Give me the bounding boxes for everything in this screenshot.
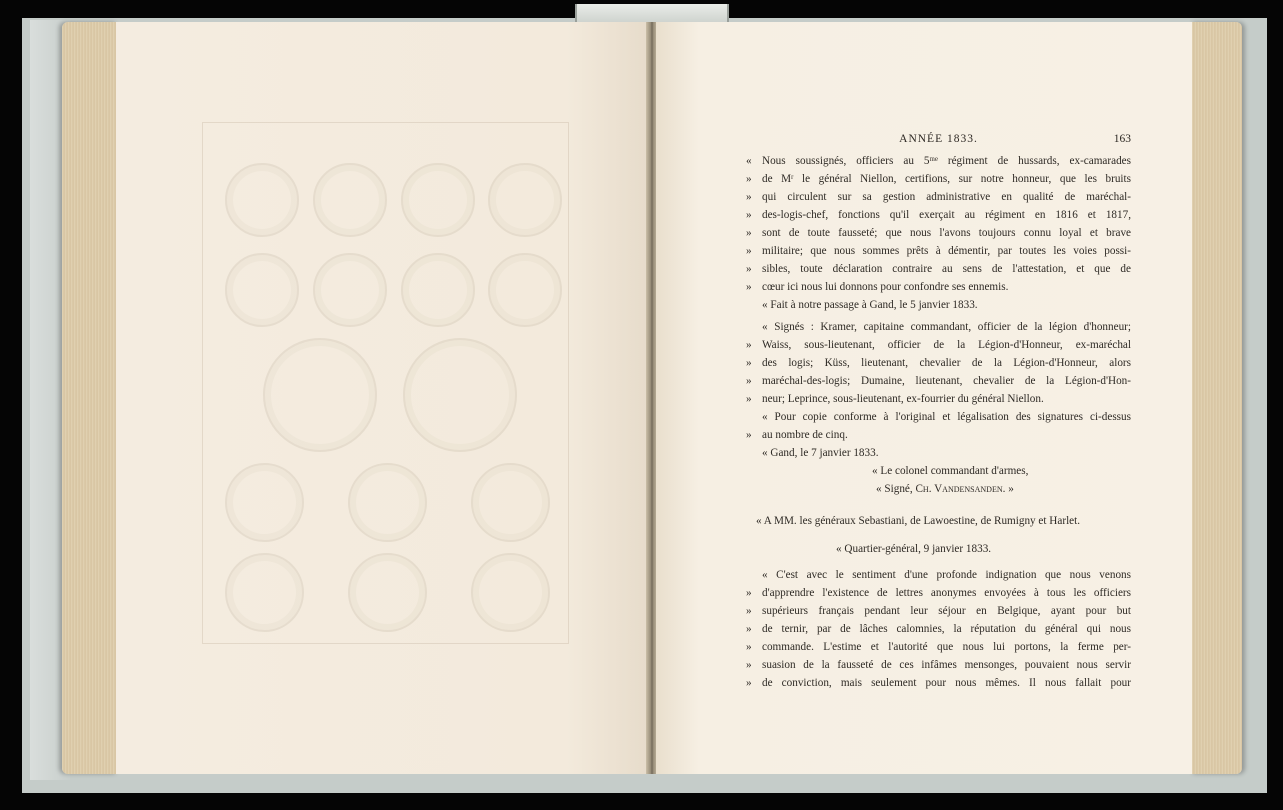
line-text: maréchal-des-logis; Dumaine, lieutenant, chevalier de la Légion-d'Hon- (762, 375, 1131, 387)
coin-mark (488, 253, 562, 327)
quote-mark: » (746, 605, 752, 617)
line-text: de ternir, par de lâches calomnies, la réputation du général qui nous (762, 623, 1131, 635)
line-text: Nous soussignés, officiers au 5ᵐᵉ régiment de hussards, ex-camarades (762, 155, 1131, 167)
quote-mark: » (746, 393, 752, 405)
line-text: suasion de la fausseté de ces infâmes mensonges, pouvaient nous servir (762, 659, 1131, 671)
address-line: « A MM. les généraux Sebastiani, de Lawoestine, de Rumigny et Harlet. (756, 515, 1081, 527)
coin-mark (225, 253, 299, 327)
line-text: « Signés : Kramer, capitaine commandant, officier de la légion d'honneur; (762, 321, 1131, 333)
headquarters-date-line: « Quartier-général, 9 janvier 1833. (836, 543, 992, 555)
signatories-paragraph (746, 318, 1131, 498)
coin-mark (403, 338, 517, 452)
left-page-edges (62, 22, 118, 774)
coin-mark (313, 253, 387, 327)
left-page (116, 22, 646, 774)
line-text: d'apprendre l'existence de lettres anonymes envoyées à tous les officiers (762, 587, 1131, 599)
quote-mark: « (746, 155, 752, 167)
quote-mark: » (746, 623, 752, 635)
line-text: « C'est avec le sentiment d'une profonde indignation que nous venons (762, 569, 1131, 581)
line-text: sont de toute fausseté; que nous l'avons toujours connu loyal et brave (762, 227, 1131, 239)
page-number: 163 (1113, 133, 1131, 145)
running-header (746, 130, 1131, 152)
text-line (746, 206, 1131, 224)
quote-mark: » (746, 659, 752, 671)
text-line (746, 152, 1131, 170)
signature-suffix: » (1005, 483, 1014, 495)
quote-mark: » (746, 677, 752, 689)
text-line (746, 372, 1131, 390)
text-line (746, 638, 1131, 656)
text-line (746, 656, 1131, 674)
quote-mark: » (746, 209, 752, 221)
signature-name: Ch. Vandensanden. (915, 483, 1006, 495)
text-line (746, 242, 1131, 260)
text-line (746, 408, 1131, 426)
coin-mark (225, 553, 304, 632)
text-line (746, 260, 1131, 278)
coin-mark (471, 553, 550, 632)
coin-mark (313, 163, 387, 237)
line-text: commande. L'estime et l'autorité que nous lui portons, la ferme per- (762, 641, 1131, 653)
coin-mark (348, 553, 427, 632)
text-line (746, 566, 1131, 584)
line-text: au nombre de cinq. (762, 429, 848, 441)
faded-coin-plate (202, 122, 569, 644)
text-line (746, 426, 1131, 444)
text-line (746, 674, 1131, 692)
line-text: supérieurs français pendant leur séjour en Belgique, ayant pour but (762, 605, 1131, 617)
text-line (746, 318, 1131, 336)
coin-mark (225, 463, 304, 542)
text-line (746, 584, 1131, 602)
text-line (746, 224, 1131, 242)
text-line (746, 278, 1131, 296)
line-text: neur; Leprince, sous-lieutenant, ex-fourrier du général Niellon. (762, 393, 1044, 405)
line-text: militaire; que nous sommes prêts à démentir, par toutes les voies possi- (762, 245, 1131, 257)
running-head-title: ANNÉE 1833. (899, 133, 978, 145)
line-text: de Mʳ le général Niellon, certifions, sur notre honneur, que les bruits (762, 173, 1131, 185)
right-page-edges (1190, 22, 1242, 774)
line-text: Waiss, sous-lieutenant, officier de la Légion-d'Honneur, ex-maréchal (762, 339, 1131, 351)
scanner-clip (575, 4, 729, 22)
line-text: de conviction, mais seulement pour nous mêmes. Il nous fallait pour (762, 677, 1131, 689)
quote-mark: » (746, 641, 752, 653)
coin-mark (225, 163, 299, 237)
text-line (746, 188, 1131, 206)
coin-mark (263, 338, 377, 452)
text-line (746, 354, 1131, 372)
quote-mark: » (746, 339, 752, 351)
text-line (746, 296, 1131, 314)
quote-mark: » (746, 281, 752, 293)
coin-mark (471, 463, 550, 542)
quote-mark: » (746, 357, 752, 369)
signature-prefix: « Signé, (876, 483, 916, 495)
text-line (746, 336, 1131, 354)
text-line (746, 170, 1131, 188)
page-text (746, 130, 1131, 692)
coin-mark (401, 253, 475, 327)
line-text: sibles, toute déclaration contraire au sens de l'attestation, et que de (762, 263, 1131, 275)
quote-mark: » (746, 429, 752, 441)
coin-mark (401, 163, 475, 237)
fait-line: « Fait à notre passage à Gand, le 5 janvier 1833. (762, 299, 978, 311)
quote-mark: » (746, 173, 752, 185)
quote-mark: » (746, 587, 752, 599)
coin-mark (348, 463, 427, 542)
colonel-line: « Le colonel commandant d'armes, (872, 465, 1029, 477)
quote-mark: » (746, 375, 752, 387)
line-text: des-logis-chef, fonctions qu'il exerçait au régiment en 1816 et 1817, (762, 209, 1131, 221)
quote-mark: » (746, 227, 752, 239)
line-text: cœur ici nous lui donnons pour confondre ses ennemis. (762, 281, 1009, 293)
line-text: qui circulent sur sa gestion administrative en qualité de maréchal- (762, 191, 1131, 203)
quote-mark: » (746, 191, 752, 203)
coin-mark (488, 163, 562, 237)
attestation-paragraph (746, 152, 1131, 314)
text-line (746, 620, 1131, 638)
letter-paragraph (746, 566, 1131, 692)
right-page (656, 22, 1192, 774)
text-line (746, 444, 1131, 462)
line-text: « Pour copie conforme à l'original et légalisation des signatures ci-dessus (762, 411, 1131, 423)
quote-mark: » (746, 245, 752, 257)
line-text: des logis; Küss, lieutenant, chevalier de la Légion-d'Honneur, alors (762, 357, 1131, 369)
signature-line (746, 480, 1131, 498)
gand-date-line: « Gand, le 7 janvier 1833. (762, 447, 879, 459)
text-line (746, 390, 1131, 408)
quote-mark: » (746, 263, 752, 275)
text-line (746, 602, 1131, 620)
